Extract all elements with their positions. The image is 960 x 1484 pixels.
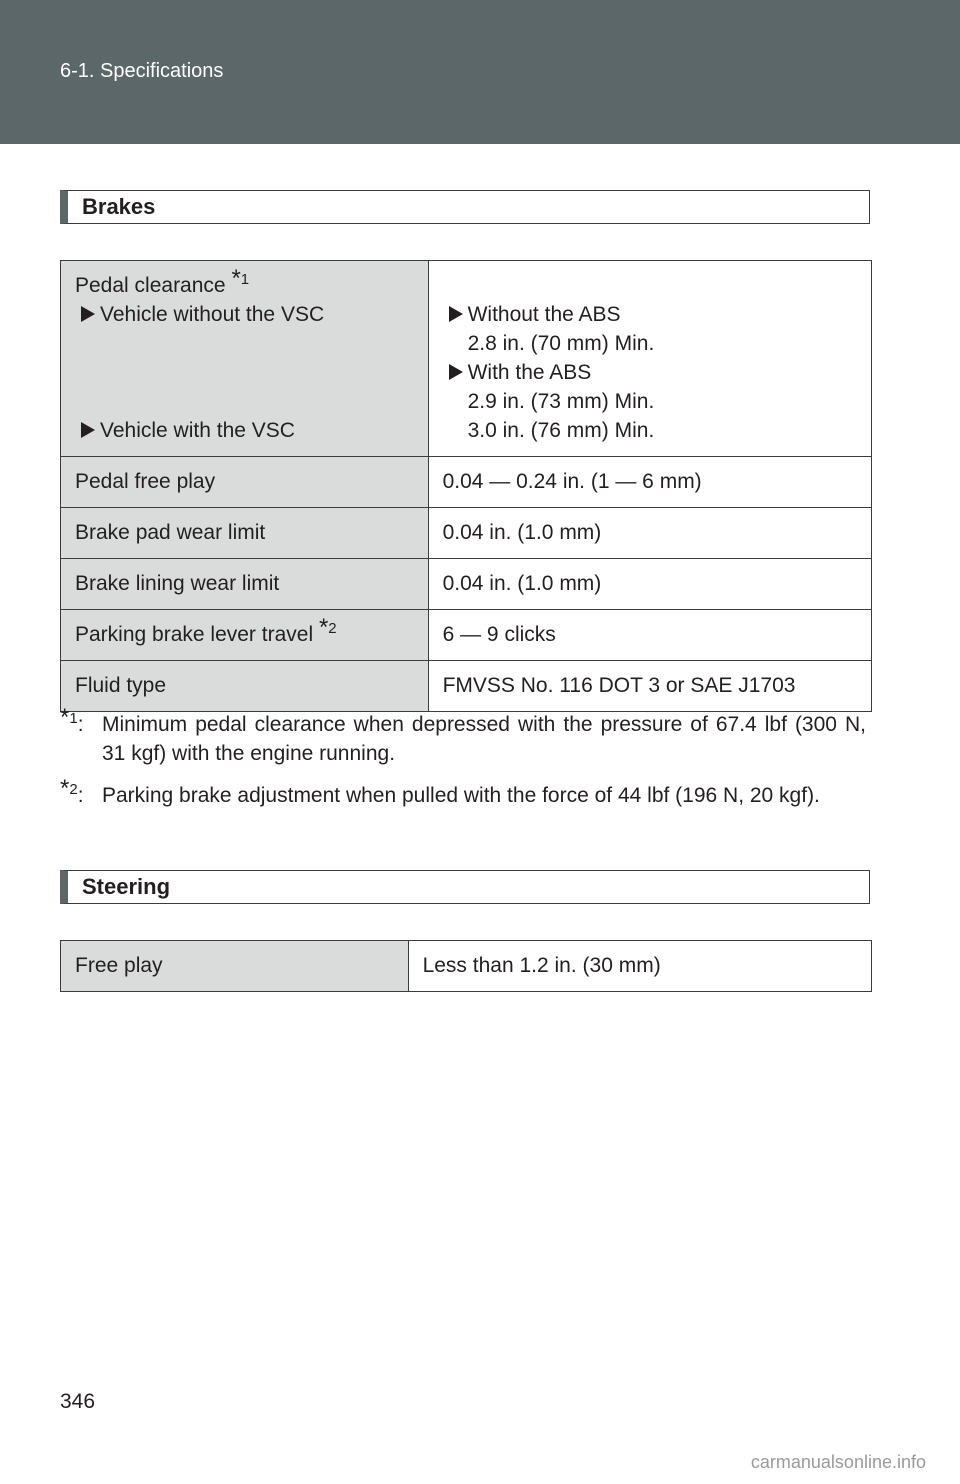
triangle-bullet-icon bbox=[81, 422, 95, 438]
footnote-number: 1 bbox=[69, 710, 78, 727]
without-abs-value: 2.8 in. (70 mm) Min. bbox=[467, 332, 655, 355]
pedal-clearance-value-cell bbox=[428, 261, 871, 457]
row-label: Free play bbox=[75, 954, 163, 977]
row-value: 0.04 — 0.24 in. (1 — 6 mm) bbox=[442, 470, 702, 493]
footnote-text: Parking brake adjustment when pulled with the force of 44 lbf (196 N, 20 kgf). bbox=[102, 784, 820, 807]
row-label: Brake pad wear limit bbox=[75, 521, 266, 544]
table-row bbox=[61, 457, 872, 508]
with-vsc-value: 3.0 in. (76 mm) Min. bbox=[467, 419, 655, 442]
section-title: 6-1. Specifications bbox=[60, 60, 224, 82]
without-abs-label: Without the ABS bbox=[467, 303, 621, 326]
table-row bbox=[61, 941, 872, 992]
steering-table bbox=[60, 940, 872, 992]
footnote-marker: * bbox=[60, 704, 70, 731]
table-row bbox=[61, 559, 872, 610]
pedal-clearance-label-cell bbox=[61, 261, 429, 457]
pedal-clearance-label: Pedal clearance bbox=[75, 274, 226, 297]
steering-heading-text: Steering bbox=[82, 874, 171, 899]
brakes-heading-text: Brakes bbox=[82, 194, 156, 219]
row-label: Fluid type bbox=[75, 674, 167, 697]
watermark: carmanualsonline.info bbox=[750, 1452, 926, 1472]
row-value: 0.04 in. (1.0 mm) bbox=[442, 572, 602, 595]
page-number: 346 bbox=[60, 1390, 96, 1413]
with-abs-value: 2.9 in. (73 mm) Min. bbox=[467, 390, 655, 413]
row-value: 0.04 in. (1.0 mm) bbox=[442, 521, 602, 544]
table-row bbox=[61, 661, 872, 712]
footnote-marker: * bbox=[318, 614, 329, 641]
footnote-text: Minimum pedal clearance when depressed with the pressure of 67.4 lbf (300 N, 31 kgf) with the engine running. bbox=[102, 713, 866, 765]
footnote-marker: * bbox=[60, 775, 70, 802]
table-row bbox=[61, 508, 872, 559]
row-label: Brake lining wear limit bbox=[75, 572, 280, 595]
header-bar bbox=[0, 0, 960, 144]
footnote-number: 1 bbox=[240, 271, 250, 288]
footnote-1: $^{*1}$: Minimum pedal clearance when depressed with the pressure of 67.4 lbf (300 N, 31 kgf) with the engine running. bbox=[60, 710, 866, 768]
row-label: Parking brake lever travel bbox=[75, 623, 314, 646]
steering-heading bbox=[60, 870, 870, 904]
footnote-number: 2 bbox=[69, 781, 78, 798]
with-abs-label: With the ABS bbox=[467, 361, 592, 384]
table-row bbox=[61, 261, 872, 457]
triangle-bullet-icon bbox=[449, 364, 463, 380]
without-vsc-label: Vehicle without the VSC bbox=[100, 303, 325, 326]
row-value: Less than 1.2 in. (30 mm) bbox=[422, 954, 661, 977]
table-row bbox=[61, 610, 872, 661]
row-value: 6 — 9 clicks bbox=[442, 623, 556, 646]
brakes-table bbox=[60, 260, 872, 712]
footnote-2: $^{*2}$: Parking brake adjustment when pulled with the force of 44 lbf (196 N, 20 kgf). bbox=[60, 781, 866, 810]
footnote-marker: * bbox=[231, 265, 241, 292]
row-label: Pedal free play bbox=[75, 470, 216, 493]
brakes-heading bbox=[60, 190, 870, 224]
footnote-number: 2 bbox=[328, 620, 337, 637]
with-vsc-label: Vehicle with the VSC bbox=[100, 419, 295, 442]
row-value: FMVSS No. 116 DOT 3 or SAE J1703 bbox=[442, 674, 796, 697]
triangle-bullet-icon bbox=[449, 306, 463, 322]
triangle-bullet-icon bbox=[81, 306, 95, 322]
